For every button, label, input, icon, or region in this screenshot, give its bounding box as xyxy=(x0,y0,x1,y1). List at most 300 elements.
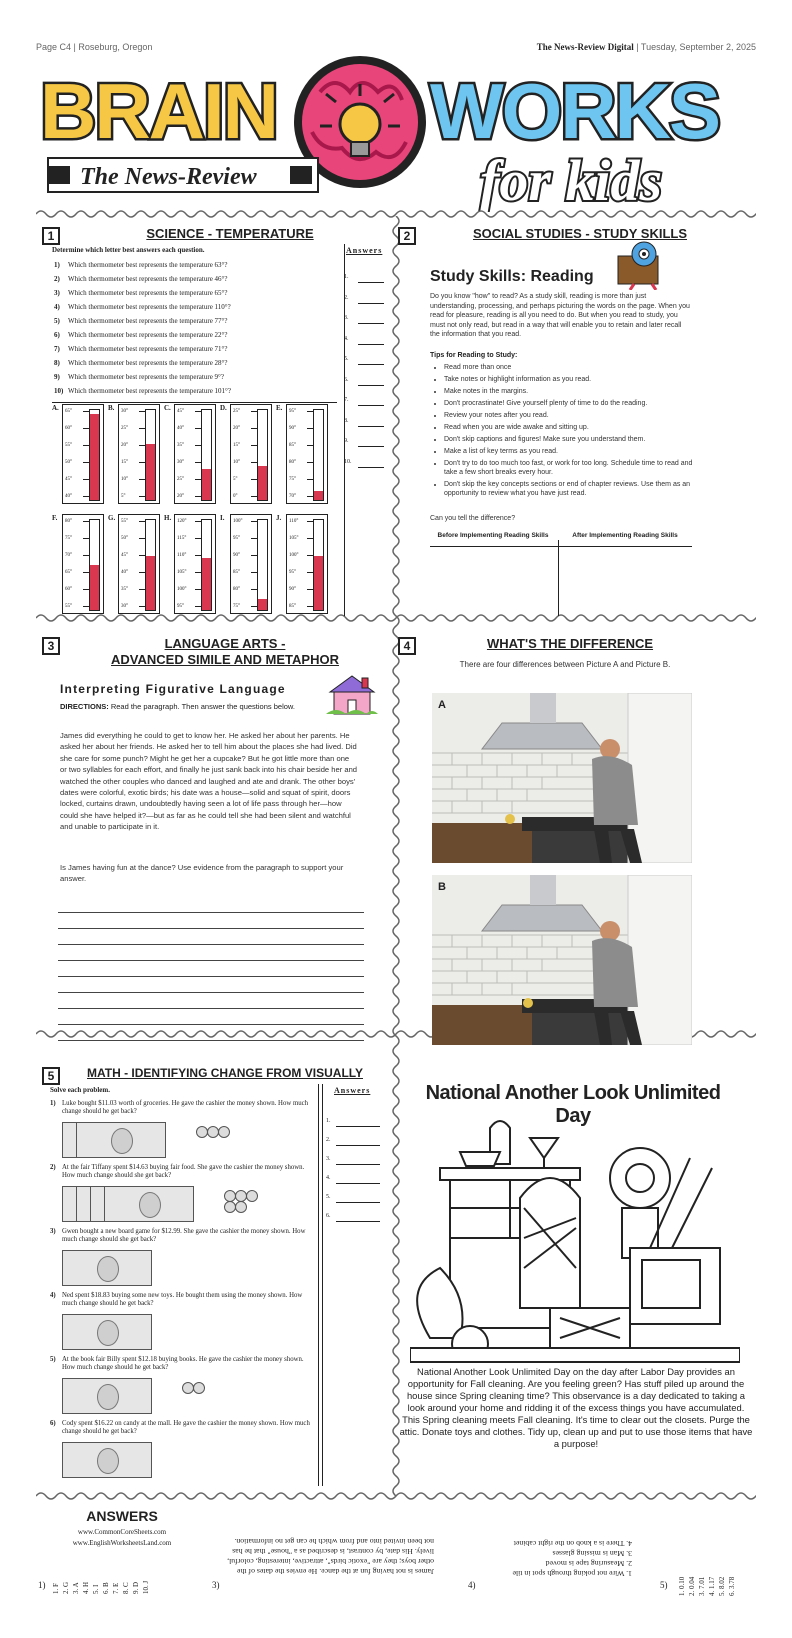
s1-answer-line[interactable] xyxy=(358,364,384,365)
s1-question-text: Which thermometer best represents the temperature 65°? xyxy=(68,289,228,297)
s1-question-number: 8) xyxy=(54,359,60,367)
s1-answer-lines xyxy=(344,270,388,475)
thermometer-tick-label: 55° xyxy=(65,443,72,448)
s1-question-number: 10) xyxy=(54,387,64,395)
answers-4-label: 4) xyxy=(468,1580,476,1590)
thermometer-tick-label: 25° xyxy=(121,426,128,431)
thermometer-tick-label: 20° xyxy=(121,443,128,448)
thermometer-tube xyxy=(89,519,100,611)
thermometer-tick-label: 20° xyxy=(233,426,240,431)
thermometer-letter: E. xyxy=(276,404,283,412)
s5-answer-line[interactable] xyxy=(336,1221,380,1222)
s5-answer-row xyxy=(326,1154,386,1173)
reading-owl-icon xyxy=(614,240,670,290)
s3-dir-text: Read the paragraph. Then answer the questions below. xyxy=(108,702,295,711)
picture-b-label: B xyxy=(438,881,446,893)
s3-writing-line[interactable] xyxy=(58,1008,364,1009)
thermometer-letter: I. xyxy=(220,514,225,522)
s2-col-before: Before Implementing Reading Skills xyxy=(437,532,549,539)
answer-4-item: 2. Measuring tape is moved xyxy=(545,1559,632,1568)
s5-problem xyxy=(50,1164,316,1228)
thermometer-tick-label: 105° xyxy=(177,570,187,575)
thermometer-fill xyxy=(314,491,323,500)
s1-answer-row xyxy=(344,373,388,394)
s2-question: Can you tell the difference? xyxy=(430,515,516,522)
s1-answer-number: 2. xyxy=(344,294,349,301)
thermometer xyxy=(220,514,274,620)
thermometer-frame xyxy=(62,514,104,614)
logo-for-kids: for kids xyxy=(480,148,663,212)
s2-tip: • Take notes or highlight information as you read. xyxy=(444,375,704,384)
s1-question-number: 3) xyxy=(54,289,60,297)
thermometer-tick-label: 115° xyxy=(177,536,187,541)
thermometer-tick-label: 30° xyxy=(121,409,128,414)
thermometer-tube xyxy=(145,519,156,611)
thermometer-letter: F. xyxy=(52,514,58,522)
s5-problem-text-row xyxy=(50,1292,316,1308)
s5-answer-line[interactable] xyxy=(336,1126,380,1127)
thermometer-fill xyxy=(202,558,211,610)
thermometer-tick-label: 70° xyxy=(289,494,296,499)
house-icon xyxy=(326,672,378,716)
thermometer-frame xyxy=(118,404,160,504)
s1-answer-line[interactable] xyxy=(358,344,384,345)
answer-1-item: 2. G xyxy=(62,1581,70,1594)
s3-question: Is James having fun at the dance? Use evidence from the paragraph to support your answer. xyxy=(60,863,344,884)
thermometer xyxy=(108,514,162,620)
answers-title: ANSWERS xyxy=(86,1508,158,1524)
thermometer-letter: D. xyxy=(220,404,227,412)
s1-question-text: Which thermometer best represents the temperature 77°? xyxy=(68,317,228,325)
s5-problem-text: At the book fair Billy spent $12.18 buying books. He gave the cashier the money shown. How much change should he get back? xyxy=(62,1356,304,1371)
s5-answer-row xyxy=(326,1116,386,1135)
thermometer-tick-label: 95° xyxy=(177,604,184,609)
section-2-title: SOCIAL STUDIES - STUDY SKILLS xyxy=(472,226,688,241)
s1-answer-row xyxy=(344,434,388,455)
s5-problem xyxy=(50,1292,316,1356)
s4-subtitle: There are four differences between Picture A and Picture B. xyxy=(459,660,671,669)
answers-1-list xyxy=(52,1558,152,1598)
logo-paper: The News-Review xyxy=(80,164,257,190)
section-4-number: 4 xyxy=(398,637,416,655)
clutter-coloring-illustration xyxy=(410,1108,740,1364)
section-3-title-2: ADVANCED SIMILE AND METAPHOR xyxy=(111,652,339,667)
thermometer-tick-label: 35° xyxy=(177,443,184,448)
thermometer-fill xyxy=(146,556,155,610)
s1-question xyxy=(54,328,344,342)
s2-heading: Study Skills: Reading xyxy=(430,268,594,285)
s1-question-text: Which thermometer best represents the temperature 28°? xyxy=(68,359,228,367)
bill-portrait xyxy=(139,1192,161,1218)
s3-writing-line[interactable] xyxy=(58,912,364,913)
s1-answer-line[interactable] xyxy=(358,405,384,406)
s1-answer-number: 7. xyxy=(344,397,349,403)
s1-question-text: Which thermometer best represents the temperature 110°? xyxy=(68,303,231,311)
s5-problem-text: At the fair Tiffany spent $14.63 buying fair food. She gave the cashier the money shown. How much change should she get back? xyxy=(62,1164,305,1179)
s1-answer-line[interactable] xyxy=(358,303,384,304)
s5-answer-row xyxy=(326,1135,386,1154)
thermometer-tick-label: 30° xyxy=(121,604,128,609)
answer-1-item: 9. D xyxy=(132,1581,140,1594)
dollar-bill-icon xyxy=(62,1314,152,1350)
thermometer xyxy=(276,514,330,620)
s1-answer-row xyxy=(344,414,388,435)
bill-portrait xyxy=(111,1128,133,1154)
s5-problem-text: Ned spent $18.83 buying some new toys. He bought them using the money shown. How much change should he get back? xyxy=(62,1292,303,1307)
answer-1-item: 7. E xyxy=(112,1582,120,1594)
s5-answer-line[interactable] xyxy=(336,1145,380,1146)
picture-b xyxy=(432,875,692,1045)
paper-name: The News-Review Digital xyxy=(536,42,634,52)
thermometer xyxy=(164,514,218,620)
section-4-title: WHAT'S THE DIFFERENCE xyxy=(486,636,654,651)
dollar-bill-icon xyxy=(62,1378,152,1414)
coin-icon xyxy=(235,1201,247,1213)
s5-answer-number: 2. xyxy=(326,1137,331,1143)
thermometer-grid xyxy=(52,404,342,620)
thermometer-tick-label: 40° xyxy=(121,570,128,575)
thermometer-tick-label: 85° xyxy=(233,570,240,575)
answer-4-item: 4. There is a knob on the right cabinet xyxy=(513,1539,632,1548)
s1-answer-line[interactable] xyxy=(358,426,384,427)
thermometer-tick-label: 120° xyxy=(177,519,187,524)
thermometer-tube xyxy=(201,519,212,611)
thermometer-tick-label: 55° xyxy=(65,604,72,609)
s3-paragraph: James did everything he could to get to know her. He asked her about her parents. He asked her about her friends. He asked her to tell him about the places she had lived. Did she care for some punch? Might he get her a cupcake? But he got little more than one or two syllables for each effort, and finally he just sank back into his chair beside her and watched the other couples who danced and laughed and ate and drank. The other boys' dates were colorful, exotic birds; his date was a house—solid and squat of spirit, doors locked, curtains drawn, undoubtedly having seen a lot of life pass through her—how could she have helped it?—but as far as he could tell she had been silent and watchful and unable to participate in it. xyxy=(60,731,358,832)
s1-answer-number: 5. xyxy=(344,356,349,362)
answers-5-label: 5) xyxy=(660,1580,668,1590)
thermometer-tube xyxy=(257,519,268,611)
s2-table-divider xyxy=(558,540,559,616)
thermometer-tick-label: 45° xyxy=(65,477,72,482)
s1-answer-line[interactable] xyxy=(358,282,384,283)
s2-tip: • Make a list of key terms as you read. xyxy=(444,447,704,456)
s1-answer-number: 3. xyxy=(344,315,349,321)
s5-problem-number: 4) xyxy=(50,1292,56,1299)
s5-answers-label: Answers xyxy=(334,1086,371,1095)
answer-5-item: 3. 7.01 xyxy=(698,1576,706,1596)
s1-question-number: 6) xyxy=(54,331,60,339)
coin-icon xyxy=(246,1190,258,1202)
dollar-bill-icon xyxy=(104,1186,194,1222)
answer-1-item: 6. B xyxy=(102,1582,110,1594)
s1-question xyxy=(54,370,344,384)
s1-answers-label: Answers xyxy=(346,246,383,255)
bill-portrait xyxy=(97,1256,119,1282)
s3-dir-label: DIRECTIONS: xyxy=(60,702,109,711)
section-1-number: 1 xyxy=(42,227,60,245)
answers-site-1: www.CommonCoreSheets.com xyxy=(77,1528,167,1536)
section-2-number: 2 xyxy=(398,227,416,245)
s1-question xyxy=(54,356,344,370)
s3-writing-line[interactable] xyxy=(58,976,364,977)
s5-problem-number: 2) xyxy=(50,1164,56,1171)
s1-question xyxy=(54,300,344,314)
thermometer-frame xyxy=(286,514,328,614)
thermometer-tube xyxy=(257,409,268,501)
thermometer xyxy=(52,404,106,510)
thermometer-tick-label: 100° xyxy=(233,519,243,524)
thermometer-letter: H. xyxy=(164,514,172,522)
s1-answer-line[interactable] xyxy=(358,467,384,468)
s3-writing-line[interactable] xyxy=(58,1024,364,1025)
thermometer-frame xyxy=(230,404,272,504)
thermometer-tick-label: 60° xyxy=(65,426,72,431)
s3-writing-line[interactable] xyxy=(58,960,364,961)
answer-4-item: 3. Man is missing glasses xyxy=(552,1549,632,1558)
s1-question-text: Which thermometer best represents the temperature 46°? xyxy=(68,275,228,283)
thermometer-tick-label: 45° xyxy=(177,409,184,414)
dollar-bill-icon xyxy=(62,1442,152,1478)
s1-question xyxy=(54,286,344,300)
logo-brain: BRAIN xyxy=(40,67,277,155)
s3-heading: Interpreting Figurative Language xyxy=(60,682,286,696)
s1-answer-line[interactable] xyxy=(358,323,384,324)
s1-question-number: 1) xyxy=(54,261,60,269)
thermometer-tube xyxy=(145,409,156,501)
s1-question-number: 4) xyxy=(54,303,60,311)
s5-problem xyxy=(50,1228,316,1292)
s1-answer-line[interactable] xyxy=(358,385,384,386)
s1-question-number: 7) xyxy=(54,345,60,353)
date: | Tuesday, September 2, 2025 xyxy=(633,42,756,52)
thermometer-tick-label: 105° xyxy=(289,536,299,541)
thermometer xyxy=(52,514,106,620)
s5-answer-line[interactable] xyxy=(336,1202,380,1203)
s6-text: National Another Look Unlimited Day on the day after Labor Day provides an opportunity for Fall cleaning. Are you feeling green? Has stuff piled up around the house since Spring cleaning time? This observance is a day dedicated to taking a look around your home and ridding it of the excess things you have accumulated. This Spring cleaning meets Fall cleaning. It's time to clear out the closets. Purge the attic. Donate toys and clothes. Tidy up, clean up and put to use those items that have a purpose! xyxy=(399,1366,753,1449)
thermometer-tick-label: 60° xyxy=(65,587,72,592)
s5-problem-number: 6) xyxy=(50,1420,56,1427)
s1-answer-number: 4. xyxy=(344,335,349,342)
thermometer-tick-label: 65° xyxy=(65,409,72,414)
s5-problem-text-row xyxy=(50,1228,316,1244)
s5-answer-line[interactable] xyxy=(336,1164,380,1165)
s1-question-text: Which thermometer best represents the temperature 22°? xyxy=(68,331,228,339)
thermometer-tick-label: 15° xyxy=(121,460,128,465)
page-info: Page C4 | Roseburg, Oregon xyxy=(36,42,153,52)
thermometer-tick-label: 75° xyxy=(65,536,72,541)
thermometer-fill xyxy=(258,466,267,500)
s2-tips-list xyxy=(432,363,704,501)
s5-problem xyxy=(50,1356,316,1420)
thermometer-tick-label: 40° xyxy=(177,426,184,431)
s1-question-list xyxy=(54,258,344,398)
thermometer xyxy=(276,404,330,510)
thermometer-tick-label: 0° xyxy=(233,494,238,499)
s3-writing-line[interactable] xyxy=(58,992,364,993)
s1-question-text: Which thermometer best represents the temperature 71°? xyxy=(68,345,228,353)
s1-question xyxy=(54,314,344,328)
s5-answer-number: 4. xyxy=(326,1175,331,1181)
s5-answer-line[interactable] xyxy=(336,1183,380,1184)
bill-portrait xyxy=(97,1384,119,1410)
thermometer-fill xyxy=(146,444,155,500)
s1-question xyxy=(54,272,344,286)
s5-problem-number: 3) xyxy=(50,1228,56,1235)
answer-5-item: 1. 0.10 xyxy=(678,1576,686,1596)
thermometer-tick-label: 90° xyxy=(289,587,296,592)
s2-tip: • Don't skip the key concepts sections or end of chapter reviews. Use them as an opportunity to review what you have just read. xyxy=(444,480,704,498)
thermometer-tick-label: 90° xyxy=(289,426,296,431)
thermometer-tick-label: 45° xyxy=(121,553,128,558)
thermometer-letter: G. xyxy=(108,514,116,522)
thermometer-tick-label: 20° xyxy=(177,494,184,499)
thermometer-frame xyxy=(174,514,216,614)
thermometer-tick-label: 100° xyxy=(177,587,187,592)
dollar-bill-icon xyxy=(76,1122,166,1158)
section-3-number: 3 xyxy=(42,637,60,655)
s2-intro: Do you know "how" to read? As a study skill, reading is more than just understanding, processing, and perhaps picturing the words on the page. When you read for pleasure, reading is all you need to do. But when you read to study, you must not only read, but read in a way that will enable you to retain and later recall the information that you read. xyxy=(430,293,690,338)
thermometer-tick-label: 50° xyxy=(121,536,128,541)
s2-tip: • Read more than once xyxy=(444,363,704,372)
thermometer-tick-label: 25° xyxy=(177,477,184,482)
s1-answer-number: 10. xyxy=(344,458,352,465)
s5-answer-row xyxy=(326,1192,386,1211)
s3-writing-line[interactable] xyxy=(58,944,364,945)
thermometer-tick-label: 85° xyxy=(289,604,296,609)
thermometer-tick-label: 95° xyxy=(289,570,296,575)
answer-1-item: 3. A xyxy=(72,1582,80,1594)
s2-tip: • Don't skip captions and figures! Make sure you understand them. xyxy=(444,435,704,444)
s1-answer-number: 1. xyxy=(344,274,349,280)
s5-problem-text-row xyxy=(50,1420,316,1436)
s5-problem-text: Luke bought $11.03 worth of groceries. He gave the cashier the money shown. How much change should he get back? xyxy=(62,1100,309,1115)
thermometer-tick-label: 5° xyxy=(233,477,238,482)
divider-vertical xyxy=(390,216,402,1496)
picture-a-label: A xyxy=(438,699,446,711)
thermometer-fill xyxy=(90,565,99,610)
logo-works: WORKS xyxy=(430,67,719,155)
thermometer-tick-label: 80° xyxy=(289,460,296,465)
s1-answer-row xyxy=(344,332,388,353)
s1-answer-number: 8. xyxy=(344,417,349,424)
section-3-title-1: LANGUAGE ARTS - xyxy=(164,636,286,651)
s3-writing-line[interactable] xyxy=(58,1040,364,1041)
answer-1-item: 8. C xyxy=(122,1582,130,1594)
s5-problem xyxy=(50,1100,316,1164)
thermometer-tick-label: 80° xyxy=(233,587,240,592)
s5-answer-lines xyxy=(326,1116,386,1230)
s5-answer-divider-2 xyxy=(322,1084,323,1486)
s1-instructions: Determine which letter best answers each question. xyxy=(52,246,205,254)
thermometer-frame xyxy=(230,514,272,614)
s1-answer-row xyxy=(344,291,388,312)
s5-problem-text-row xyxy=(50,1100,316,1116)
s6-title: National Another Look Unlimited Day xyxy=(425,1082,721,1127)
answer-1-item: 1. F xyxy=(52,1583,60,1594)
thermometer-tick-label: 30° xyxy=(177,460,184,465)
s2-tip: • Review your notes after you read. xyxy=(444,411,704,420)
thermometer-tick-label: 10° xyxy=(121,477,128,482)
thermometer-tube xyxy=(313,519,324,611)
thermometer-tube xyxy=(201,409,212,501)
s1-question xyxy=(54,258,344,272)
s3-writing-line[interactable] xyxy=(58,928,364,929)
section-5-title: MATH - IDENTIFYING CHANGE FROM VISUALLY xyxy=(87,1066,363,1080)
s2-tip: • Don't try to do too much too fast, or work for too long. Schedule time to read and take a few short breaks every hour. xyxy=(444,459,704,477)
s2-tip: • Read when you are wide awake and sitting up. xyxy=(444,423,704,432)
s1-arrow xyxy=(52,402,337,403)
thermometer xyxy=(164,404,218,510)
s1-answer-row xyxy=(344,455,388,476)
coin-icon xyxy=(218,1126,230,1138)
masthead xyxy=(40,52,752,212)
s1-question-number: 5) xyxy=(54,317,60,325)
thermometer-tick-label: 40° xyxy=(65,494,72,499)
thermometer-tick-label: 50° xyxy=(65,460,72,465)
s1-answer-number: 6. xyxy=(344,376,349,383)
s1-answer-row xyxy=(344,393,388,414)
s5-answer-number: 6. xyxy=(326,1213,331,1219)
s5-problem-number: 1) xyxy=(50,1100,56,1107)
s5-answer-row xyxy=(326,1173,386,1192)
thermometer-frame xyxy=(174,404,216,504)
answer-5-item: 4. 1.17 xyxy=(708,1576,716,1596)
answer-5-item: 5. 8.02 xyxy=(718,1576,726,1596)
s5-problem-text: Gwen bought a new board game for $12.99. She gave the cashier the money shown. How much change should she get back? xyxy=(62,1228,306,1243)
thermometer-tick-label: 10° xyxy=(233,460,240,465)
s5-answer-number: 5. xyxy=(326,1194,331,1200)
thermometer-tube xyxy=(313,409,324,501)
thermometer xyxy=(220,404,274,510)
s2-table-rule xyxy=(430,546,692,547)
s1-question-number: 9) xyxy=(54,373,60,381)
section-1-title: SCIENCE - TEMPERATURE xyxy=(146,226,314,241)
bill-portrait xyxy=(97,1320,119,1346)
s1-answer-number: 9. xyxy=(344,438,349,444)
s5-answer-number: 3. xyxy=(326,1156,331,1162)
s2-tip: • Make notes in the margins. xyxy=(444,387,704,396)
thermometer-tick-label: 95° xyxy=(233,536,240,541)
s1-answer-line[interactable] xyxy=(358,446,384,447)
thermometer-tick-label: 90° xyxy=(233,553,240,558)
s2-tips-label: Tips for Reading to Study: xyxy=(430,352,518,359)
thermometer-frame xyxy=(118,514,160,614)
thermometer-fill xyxy=(258,599,267,610)
s2-col-after: After Implementing Reading Skills xyxy=(572,532,678,539)
s1-question-number: 2) xyxy=(54,275,60,283)
thermometer-tick-label: 75° xyxy=(289,477,296,482)
answer-5-item: 2. 0.04 xyxy=(688,1576,696,1596)
thermometer-letter: J. xyxy=(276,514,282,522)
thermometer-tick-label: 95° xyxy=(289,409,296,414)
paper-date xyxy=(537,42,756,52)
thermometer-tick-label: 5° xyxy=(121,494,126,499)
picture-a xyxy=(432,693,692,863)
s1-question xyxy=(54,342,344,356)
answers-4-list xyxy=(482,1538,632,1578)
kitchen-illustration-b xyxy=(432,875,692,1045)
answer-1-item: 4. H xyxy=(82,1581,90,1594)
dollar-bill-icon xyxy=(62,1250,152,1286)
thermometer-tick-label: 70° xyxy=(65,553,72,558)
thermometer-tick-label: 110° xyxy=(289,519,299,524)
thermometer-tick-label: 80° xyxy=(65,519,72,524)
s2-tip: • Don't procrastinate! Give yourself plenty of time to do the reading. xyxy=(444,399,704,408)
s5-answer-row xyxy=(326,1211,386,1230)
s3-directions xyxy=(60,702,295,711)
answer-1-item: 5. I xyxy=(92,1584,100,1594)
s5-problem-list xyxy=(50,1100,316,1484)
answer-4-item: 1. Wire not poking through spot in tile xyxy=(512,1569,632,1578)
s5-problem-text: Cody spent $16.22 on candy at the mall. He gave the cashier the money shown. How much change should he get back? xyxy=(62,1420,310,1435)
thermometer-fill xyxy=(90,414,99,500)
s1-answer-row xyxy=(344,311,388,332)
kitchen-illustration-a xyxy=(432,693,692,863)
s1-question-text: Which thermometer best represents the temperature 63°? xyxy=(68,261,228,269)
thermometer-tick-label: 15° xyxy=(233,443,240,448)
thermometer-frame xyxy=(62,404,104,504)
